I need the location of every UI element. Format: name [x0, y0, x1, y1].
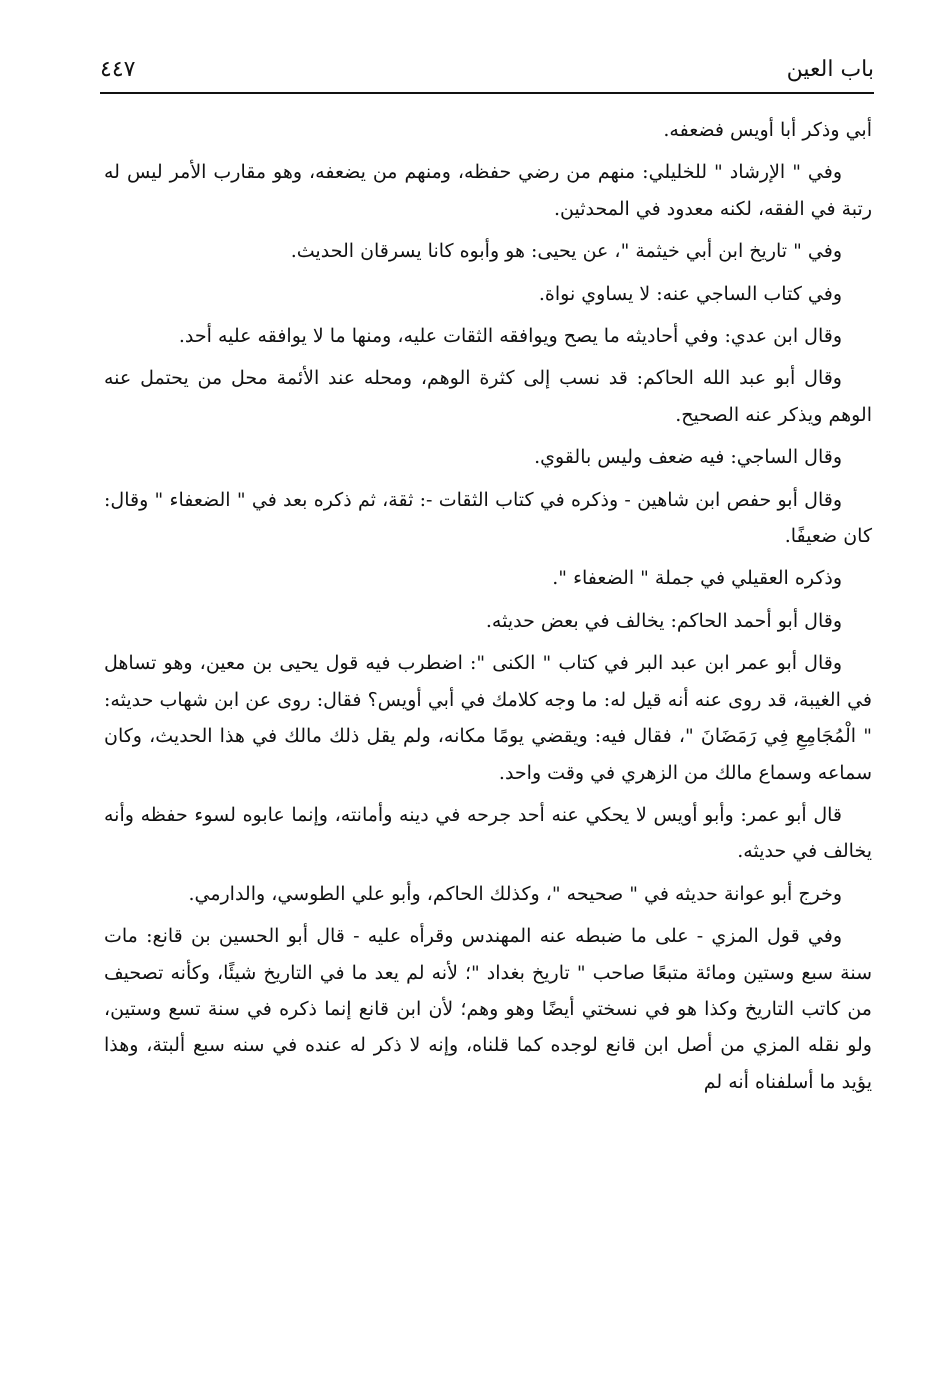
paragraph: وقال أبو حفص ابن شاهين - وذكره في كتاب الثقات -: ثقة، ثم ذكره بعد في " الضعفاء " وقال: كان ضعيفًا. — [104, 488, 872, 548]
paragraph: أبي وذكر أبا أويس فضعفه. — [663, 119, 872, 141]
paragraph: وخرج أبو عوانة حديثه في " صحيحه "، وكذلك الحاكم، وأبو علي الطوسي، والدارمي. — [188, 882, 842, 905]
paragraph: وذكره العقيلي في جملة " الضعفاء ". — [552, 567, 842, 590]
paragraph: وقال الساجي: فيه ضعف وليس بالقوي. — [534, 446, 842, 469]
header-divider — [100, 92, 874, 94]
paragraph: وفي قول المزي - على ما ضبطه عنه المهندس وقرأه عليه - قال أبو الحسين بن قانع: مات سنة سبع وستين ومائة متبعًا صاحب " تاريخ بغداد "؛ لأنه لم يعد ما في التاريخ شيئًا، وكأنه تصحيف من كاتب التاريخ وكذا هو في نسختي أيضًا وهو وهم؛ لأن ابن قانع إنما ذكره في سنة تسع وستين، ولو نقله المزي من أصل ابن قانع لوجده كما قلناه، وإنه لا ذكر له عنده في سنه سبع ألبتة، وهذا يؤيد ما أسلفناه أنه لم — [104, 925, 872, 1093]
paragraph: وقال ابن عدي: وفي أحاديثه ما يصح ويوافقه الثقات عليه، ومنها ما لا يوافقه عليه أحد. — [178, 325, 842, 348]
paragraph: وقال أبو عبد الله الحاكم: قد نسب إلى كثرة الوهم، ومحله عند الأئمة محل من يحتمل عنه الوهم ويذكر عنه الصحيح. — [104, 367, 872, 426]
paragraph: وفي " الإرشاد " للخليلي: منهم من رضي حفظه، ومنهم من يضعفه، وهو مقارب الأمر ليس له رتبة في الفقه، لكنه معدود في المحدثين. — [104, 161, 872, 220]
paragraph: وفي كتاب الساجي عنه: لا يساوي نواة. — [538, 282, 842, 305]
page-header — [100, 52, 874, 90]
body-text — [104, 112, 872, 1106]
paragraph: وقال أبو عمر ابن عبد البر في كتاب " الكنى ": اضطرب فيه قول يحيى بن معين، وهو تساهل في الغيبة، قد روى عنه أنه قيل له: ما وجه كلامك في أبي أويس؟ فقال: روى عن ابن شهاب حديثه: " الْمُجَامِعِ فِي رَمَضَانَ "، فقال فيه: ويقضي يومًا مكانه، ولم يقل ذلك مالك في هذا الحديث، وكان سماعه وسماع مالك من الزهري في وقت واحد. — [104, 652, 872, 784]
paragraph: قال أبو عمر: وأبو أويس لا يحكي عنه أحد جرحه في دينه وأمانته، وإنما عابوه لسوء حفظه وأنه يخالف في حديثه. — [104, 803, 872, 863]
paragraph: وقال أبو أحمد الحاكم: يخالف في بعض حديثه. — [485, 609, 842, 632]
chapter-title: باب العين — [786, 57, 874, 82]
page-number: ٤٤٧ — [100, 57, 136, 82]
paragraph: وفي " تاريخ ابن أبي خيثمة "، عن يحيى: هو وأبوه كانا يسرقان الحديث. — [290, 240, 842, 263]
